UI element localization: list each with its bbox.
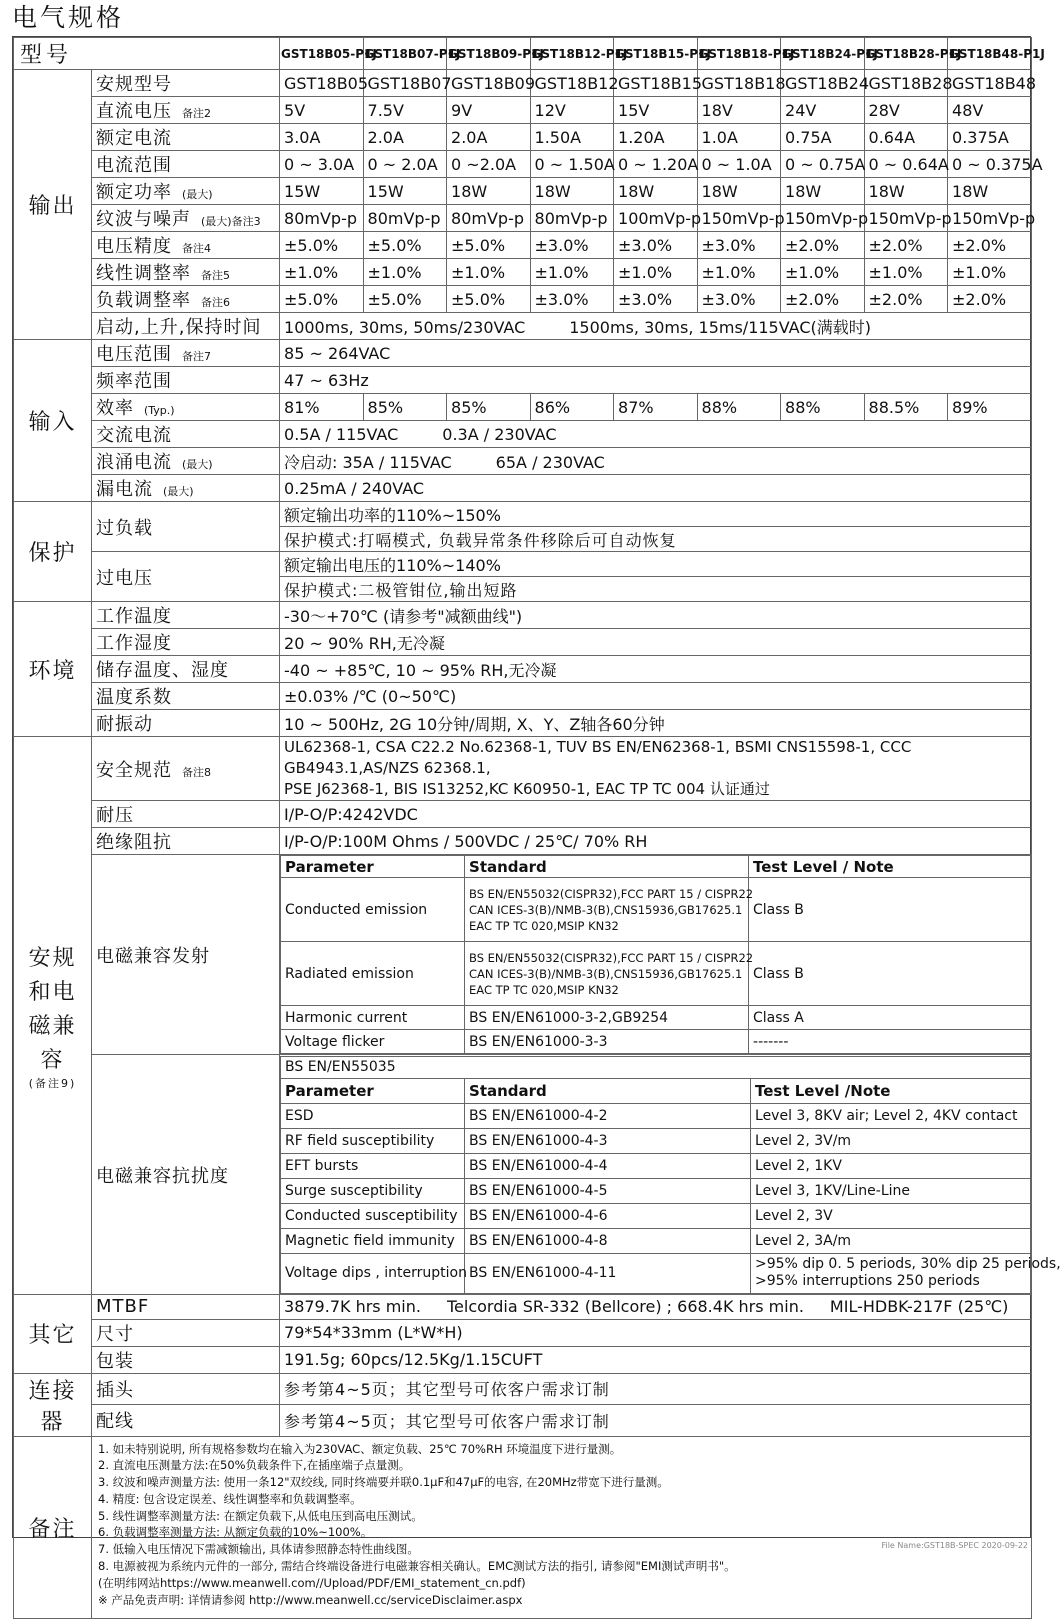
efficiency-value: 85% bbox=[363, 394, 447, 421]
immunity-param: Voltage dips , interruption bbox=[281, 1253, 465, 1293]
output-value: 1.20A bbox=[614, 124, 698, 151]
environment-label bbox=[92, 656, 280, 683]
emission-level: Class B bbox=[749, 878, 1031, 942]
output-value: ±1.0% bbox=[530, 259, 614, 286]
output-value: GST18B09 bbox=[447, 70, 531, 97]
page-title: 电气规格 bbox=[12, 3, 125, 32]
input-eff-label-text: 效率 bbox=[96, 398, 134, 419]
immunity-param: Conducted susceptibility bbox=[281, 1203, 465, 1228]
safety-std-line2: PSE J62368-1, BIS IS13252,KC K60950-1, EAC TP TC 004 认证通过 bbox=[284, 780, 770, 798]
output-value: 80mVp-p bbox=[530, 205, 614, 232]
input-voltage-label-text: 电压范围 bbox=[96, 344, 172, 365]
immunity-standard-title: BS EN/EN55035 bbox=[281, 1056, 1031, 1078]
category-others: 其它 bbox=[14, 1295, 92, 1374]
output-value: GST18B48 bbox=[948, 70, 1032, 97]
emission-param: Conducted emission bbox=[281, 878, 465, 942]
input-inrush-value bbox=[280, 448, 1032, 475]
immunity-param: RF field susceptibility bbox=[281, 1128, 465, 1153]
pack-value: 191.5g; 60pcs/12.5Kg/1.15CUFT bbox=[280, 1346, 1032, 1373]
safety-standard-label bbox=[92, 737, 280, 801]
output-value: 18W bbox=[447, 178, 531, 205]
emission-head: Standard bbox=[465, 856, 749, 878]
output-value: 0 ~ 2.0A bbox=[363, 151, 447, 178]
wire-value: 参考第4~5页；其它型号可依客户需求订制 bbox=[280, 1405, 1032, 1437]
model-header: GST18B05-P1J bbox=[280, 38, 364, 70]
startup-label bbox=[92, 313, 280, 340]
output-value: 15W bbox=[363, 178, 447, 205]
output-value: 0 ~2.0A bbox=[447, 151, 531, 178]
output-label-note: 备注6 bbox=[201, 296, 230, 309]
output-value: 2.0A bbox=[447, 124, 531, 151]
efficiency-value: 87% bbox=[614, 394, 698, 421]
output-value: 150mVp-p bbox=[948, 205, 1032, 232]
output-label-note: 备注4 bbox=[182, 242, 211, 255]
output-value: ±3.0% bbox=[614, 286, 698, 313]
overvoltage-label bbox=[92, 552, 280, 602]
model-header: GST18B24-P1J bbox=[781, 38, 865, 70]
immunity-standard: BS EN/EN61000-4-4 bbox=[465, 1153, 751, 1178]
environment-value: 10 ~ 500Hz, 2G 10分钟/周期, X、Y、Z轴各60分钟 bbox=[280, 710, 1032, 737]
output-value: ±2.0% bbox=[781, 232, 865, 259]
startup-value-230: 1000ms, 30ms, 50ms/230VAC bbox=[284, 317, 526, 337]
overload-label-text: 过负载 bbox=[96, 517, 153, 539]
environment-label bbox=[92, 602, 280, 629]
output-value: 150mVp-p bbox=[864, 205, 948, 232]
efficiency-value: 88.5% bbox=[864, 394, 948, 421]
immunity-label-text: 电磁兼容抗扰度 bbox=[96, 1165, 229, 1187]
withstand-label bbox=[92, 801, 280, 828]
output-value: ±5.0% bbox=[447, 286, 531, 313]
output-value: ±5.0% bbox=[363, 232, 447, 259]
output-value: ±5.0% bbox=[447, 232, 531, 259]
category-environment: 环境 bbox=[14, 602, 92, 737]
output-value: 2.0A bbox=[363, 124, 447, 151]
output-value: GST18B18 bbox=[697, 70, 781, 97]
footer-file-name: File Name:GST18B-SPEC 2020-09-22 bbox=[881, 1541, 1028, 1550]
output-value: GST18B05 bbox=[280, 70, 364, 97]
emission-std-line: BS EN/EN61000-3-2,GB9254 bbox=[469, 1009, 669, 1026]
category-notes: 备注 bbox=[14, 1436, 92, 1618]
output-value: 0 ~ 0.64A bbox=[864, 151, 948, 178]
output-value: GST18B24 bbox=[781, 70, 865, 97]
output-value: 3.0A bbox=[280, 124, 364, 151]
emission-param: Voltage flicker bbox=[281, 1030, 465, 1054]
output-label-text: 电压精度 bbox=[96, 236, 172, 257]
input-eff-label bbox=[92, 394, 280, 421]
environment-label bbox=[92, 710, 280, 737]
category-connector: 连接器 bbox=[14, 1373, 92, 1436]
model-header: GST18B28-P1J bbox=[864, 38, 948, 70]
output-value: 18V bbox=[697, 97, 781, 124]
environment-label-text: 储存温度、湿度 bbox=[96, 660, 229, 681]
output-label bbox=[92, 124, 280, 151]
output-value: GST18B28 bbox=[864, 70, 948, 97]
emission-param: Radiated emission bbox=[281, 942, 465, 1006]
input-inrush-label-note: (最大) bbox=[182, 458, 213, 471]
output-label bbox=[92, 178, 280, 205]
startup-value bbox=[280, 313, 1032, 340]
output-value: 18W bbox=[614, 178, 698, 205]
immunity-standard: BS EN/EN61000-4-5 bbox=[465, 1178, 751, 1203]
input-leak-label-note: (最大) bbox=[163, 485, 194, 498]
output-value: 7.5V bbox=[363, 97, 447, 124]
output-value: 0 ~ 3.0A bbox=[280, 151, 364, 178]
output-label-note: (最大)备注3 bbox=[201, 215, 261, 228]
output-value: ±3.0% bbox=[697, 232, 781, 259]
output-value: ±3.0% bbox=[530, 232, 614, 259]
immunity-level bbox=[751, 1253, 1061, 1293]
output-label-text: 负载调整率 bbox=[96, 290, 191, 311]
note-line: ※ 产品免责声明: 详情请参阅 http://www.meanwell.cc/serviceDisclaimer.aspx bbox=[98, 1592, 523, 1607]
output-value: 5V bbox=[280, 97, 364, 124]
output-value: 150mVp-p bbox=[697, 205, 781, 232]
pack-label-text: 包装 bbox=[96, 1350, 134, 1372]
immunity-level bbox=[751, 1153, 1031, 1178]
environment-label-text: 耐振动 bbox=[96, 714, 153, 735]
efficiency-value: 81% bbox=[280, 394, 364, 421]
output-value: 9V bbox=[447, 97, 531, 124]
note-line: 2. 直流电压测量方法:在50%负载条件下,在插座端子点量测。 bbox=[98, 1458, 411, 1473]
immunity-level-line: Level 2, 3V/m bbox=[755, 1132, 852, 1149]
environment-label-text: 工作湿度 bbox=[96, 633, 172, 654]
environment-value: -30～+70℃ (请参考"减额曲线") bbox=[280, 602, 1032, 629]
emission-head: Parameter bbox=[281, 856, 465, 878]
emission-block bbox=[280, 855, 1032, 1055]
output-value: 18W bbox=[697, 178, 781, 205]
output-label-note: (最大) bbox=[182, 188, 213, 201]
output-value: 0.64A bbox=[864, 124, 948, 151]
immunity-label bbox=[92, 1055, 280, 1295]
emission-standard bbox=[465, 878, 754, 942]
mtbf-label-text: MTBF bbox=[96, 1296, 150, 1318]
immunity-block bbox=[280, 1055, 1061, 1295]
emission-std-line: BS EN/EN55032(CISPR32),FCC PART 15 / CISPR22 bbox=[469, 886, 754, 901]
inrush-230: 65A / 230VAC bbox=[495, 452, 605, 472]
output-value: 80mVp-p bbox=[280, 205, 364, 232]
output-value: 12V bbox=[530, 97, 614, 124]
note-line: 1. 如未特别说明, 所有规格参数均在输入为230VAC、额定负载、25℃ 70%RH 环境温度下进行量测。 bbox=[98, 1441, 622, 1456]
output-value: ±2.0% bbox=[948, 286, 1032, 313]
input-leak-label bbox=[92, 475, 280, 502]
input-freq-label-text: 频率范围 bbox=[96, 371, 172, 392]
immunity-level bbox=[751, 1203, 1031, 1228]
output-value: 24V bbox=[781, 97, 865, 124]
output-value: ±5.0% bbox=[280, 232, 364, 259]
emission-std-line: CAN ICES-3(B)/NMB-3(B),CNS15936,GB17625.1 bbox=[469, 966, 743, 981]
output-value: 18W bbox=[530, 178, 614, 205]
size-label bbox=[92, 1319, 280, 1346]
output-label-text: 线性调整率 bbox=[96, 263, 191, 284]
emission-std-line: EAC TP TC 020,MSIP KN32 bbox=[469, 918, 619, 933]
note-line: 8. 电源被视为系统内元件的一部分, 需结合终端设备进行电磁兼容相关确认。EMC测试方法的指引, 请参阅"EMI测试声明书"。 bbox=[98, 1559, 736, 1574]
size-label-text: 尺寸 bbox=[96, 1323, 134, 1345]
emission-level: Class A bbox=[749, 1006, 1031, 1030]
output-label bbox=[92, 151, 280, 178]
output-value: 28V bbox=[864, 97, 948, 124]
emission-label-text: 电磁兼容发射 bbox=[96, 945, 210, 967]
immunity-standard: BS EN/EN61000-4-11 bbox=[465, 1253, 751, 1293]
output-value: ±1.0% bbox=[781, 259, 865, 286]
output-value: 1.0A bbox=[697, 124, 781, 151]
category-protection: 保护 bbox=[14, 502, 92, 602]
environment-value: 20 ~ 90% RH,无冷凝 bbox=[280, 629, 1032, 656]
immunity-level bbox=[751, 1128, 1031, 1153]
ac-115: 0.5A / 115VAC bbox=[284, 424, 399, 444]
output-value: 0 ~ 1.20A bbox=[614, 151, 698, 178]
ac-230: 0.3A / 230VAC bbox=[442, 424, 557, 444]
emission-standard bbox=[465, 1030, 749, 1054]
output-value: ±3.0% bbox=[697, 286, 781, 313]
environment-value: ±0.03% /℃ (0~50℃) bbox=[280, 683, 1032, 710]
input-eff-label-note: (Typ.) bbox=[144, 404, 175, 417]
category-safety-emc-text: 安规和电磁兼容 bbox=[28, 945, 77, 1073]
output-value: GST18B15 bbox=[614, 70, 698, 97]
input-freq-value: 47 ~ 63Hz bbox=[280, 367, 1032, 394]
input-voltage-label-note: 备注7 bbox=[182, 350, 211, 363]
emission-level: Class B bbox=[749, 942, 1031, 1006]
immunity-level bbox=[751, 1178, 1031, 1203]
notes-block bbox=[92, 1436, 1032, 1618]
isolation-label bbox=[92, 828, 280, 855]
input-leak-label-text: 漏电流 bbox=[96, 479, 153, 500]
output-value: 1.50A bbox=[530, 124, 614, 151]
model-header: GST18B48-P1J bbox=[948, 38, 1032, 70]
output-value: ±1.0% bbox=[948, 259, 1032, 286]
output-label-text: 电流范围 bbox=[96, 155, 172, 176]
immunity-head: Parameter bbox=[281, 1078, 465, 1103]
environment-label bbox=[92, 683, 280, 710]
output-value: 80mVp-p bbox=[447, 205, 531, 232]
emission-std-line: EAC TP TC 020,MSIP KN32 bbox=[469, 982, 619, 997]
model-header: GST18B18-P1J bbox=[697, 38, 781, 70]
model-header: GST18B07-P1J bbox=[363, 38, 447, 70]
output-value: ±2.0% bbox=[781, 286, 865, 313]
output-value: ±2.0% bbox=[864, 286, 948, 313]
output-label bbox=[92, 97, 280, 124]
safety-standard-label-text: 安全规范 bbox=[96, 759, 172, 781]
withstand-value: I/P-O/P:4242VDC bbox=[280, 801, 1032, 828]
plug-value: 参考第4~5页；其它型号可依客户需求订制 bbox=[280, 1373, 1032, 1405]
output-label-note: 备注5 bbox=[201, 269, 230, 282]
output-value: 18W bbox=[781, 178, 865, 205]
size-value: 79*54*33mm (L*W*H) bbox=[280, 1319, 1032, 1346]
note-line: 6. 负载调整率测量方法: 从额定负载的10%~100%。 bbox=[98, 1525, 373, 1540]
immunity-param: Surge susceptibility bbox=[281, 1178, 465, 1203]
emission-standard bbox=[465, 1006, 749, 1030]
output-value: ±1.0% bbox=[280, 259, 364, 286]
output-value: ±1.0% bbox=[363, 259, 447, 286]
output-value: ±5.0% bbox=[280, 286, 364, 313]
mtbf-b: Telcordia SR-332 (Bellcore) ; 668.4K hrs min. bbox=[446, 1297, 804, 1317]
input-leak-value: 0.25mA / 240VAC bbox=[280, 475, 1032, 502]
input-ac-value bbox=[280, 421, 1032, 448]
output-value: ±2.0% bbox=[948, 232, 1032, 259]
output-value: GST18B12 bbox=[530, 70, 614, 97]
output-label-text: 安规型号 bbox=[96, 74, 172, 95]
output-value: ±1.0% bbox=[697, 259, 781, 286]
immunity-standard: BS EN/EN61000-4-3 bbox=[465, 1128, 751, 1153]
input-voltage-label bbox=[92, 340, 280, 367]
output-value: 18W bbox=[948, 178, 1032, 205]
output-value: 18W bbox=[864, 178, 948, 205]
output-value: 15W bbox=[280, 178, 364, 205]
wire-label-text: 配线 bbox=[96, 1411, 134, 1433]
efficiency-value: 86% bbox=[530, 394, 614, 421]
output-value: 150mVp-p bbox=[781, 205, 865, 232]
startup-label-text: 启动,上升,保持时间 bbox=[96, 317, 262, 338]
output-value: ±5.0% bbox=[363, 286, 447, 313]
output-value: 100mVp-p bbox=[614, 205, 698, 232]
category-safety-emc bbox=[14, 737, 92, 1295]
emission-head: Test Level / Note bbox=[749, 856, 1031, 878]
environment-label-text: 工作温度 bbox=[96, 606, 172, 627]
safety-standard-value bbox=[280, 737, 1032, 801]
isolation-value: I/P-O/P:100M Ohms / 500VDC / 25℃/ 70% RH bbox=[280, 828, 1032, 855]
output-label-text: 直流电压 bbox=[96, 101, 172, 122]
input-freq-label bbox=[92, 367, 280, 394]
immunity-standard: BS EN/EN61000-4-2 bbox=[465, 1103, 751, 1128]
immunity-level-line: Level 2, 3V bbox=[755, 1207, 833, 1224]
efficiency-value: 85% bbox=[447, 394, 531, 421]
immunity-level bbox=[751, 1228, 1031, 1253]
environment-value: -40 ~ +85℃, 10 ~ 95% RH,无冷凝 bbox=[280, 656, 1032, 683]
output-value: ±1.0% bbox=[447, 259, 531, 286]
emission-label bbox=[92, 855, 280, 1055]
output-value: 48V bbox=[948, 97, 1032, 124]
output-label-note: 备注2 bbox=[182, 107, 211, 120]
environment-label-text: 温度系数 bbox=[96, 687, 172, 708]
input-ac-label-text: 交流电流 bbox=[96, 425, 172, 446]
safety-standard-label-note: 备注8 bbox=[182, 765, 211, 779]
pack-label bbox=[92, 1346, 280, 1373]
immunity-level bbox=[751, 1103, 1031, 1128]
mtbf-value bbox=[280, 1295, 1032, 1320]
note-line: 5. 线性调整率测量方法: 在额定负载下,从低电压到高电压测试。 bbox=[98, 1508, 423, 1523]
output-label bbox=[92, 232, 280, 259]
model-header: GST18B15-P1J bbox=[614, 38, 698, 70]
overload-line1: 额定输出功率的110%~150% bbox=[280, 502, 1032, 527]
overvoltage-line2: 保护模式:二极管钳位,输出短路 bbox=[280, 577, 1032, 602]
category-output: 输出 bbox=[14, 70, 92, 340]
output-label-text: 额定电流 bbox=[96, 128, 172, 149]
immunity-level-line: Level 2, 3A/m bbox=[755, 1232, 852, 1249]
note-line: 4. 精度: 包含设定误差、线性调整率和负载调整率。 bbox=[98, 1491, 362, 1506]
output-value: 15V bbox=[614, 97, 698, 124]
overload-label bbox=[92, 502, 280, 552]
wire-label bbox=[92, 1405, 280, 1437]
output-value: 0 ~ 0.75A bbox=[781, 151, 865, 178]
output-value: ±3.0% bbox=[614, 232, 698, 259]
output-value: GST18B07 bbox=[363, 70, 447, 97]
immunity-level-line: Level 3, 8KV air; Level 2, 4KV contact bbox=[755, 1107, 1018, 1124]
immunity-standard: BS EN/EN61000-4-6 bbox=[465, 1203, 751, 1228]
plug-label bbox=[92, 1373, 280, 1405]
spec-table bbox=[13, 37, 1061, 1619]
output-value: ±1.0% bbox=[614, 259, 698, 286]
safety-std-line1: UL62368-1, CSA C22.2 No.62368-1, TUV BS EN/EN62368-1, BSMI CNS15598-1, CCC GB4943.1,AS/NZS 62368.1, bbox=[284, 738, 912, 777]
category-input: 输入 bbox=[14, 340, 92, 502]
output-value: ±2.0% bbox=[864, 232, 948, 259]
startup-value-115: 1500ms, 30ms, 15ms/115VAC(满载时) bbox=[569, 317, 871, 337]
output-value: 0.75A bbox=[781, 124, 865, 151]
immunity-standard: BS EN/EN61000-4-8 bbox=[465, 1228, 751, 1253]
output-value: 0 ~ 1.50A bbox=[530, 151, 614, 178]
category-safety-emc-note: (备注9) bbox=[28, 1076, 77, 1090]
output-label bbox=[92, 259, 280, 286]
input-ac-label bbox=[92, 421, 280, 448]
emission-standard bbox=[465, 942, 754, 1006]
output-label bbox=[92, 70, 280, 97]
output-label bbox=[92, 205, 280, 232]
emission-std-line: BS EN/EN55032(CISPR32),FCC PART 15 / CISPR22 bbox=[469, 950, 754, 965]
immunity-head: Standard bbox=[465, 1078, 751, 1103]
emission-level: ------- bbox=[749, 1030, 1031, 1054]
mtbf-a: 3879.7K hrs min. bbox=[284, 1297, 421, 1317]
output-label-text: 额定功率 bbox=[96, 182, 172, 203]
overvoltage-line1: 额定输出电压的110%~140% bbox=[280, 552, 1032, 577]
emission-std-line: CAN ICES-3(B)/NMB-3(B),CNS15936,GB17625.1 bbox=[469, 902, 743, 917]
immunity-head: Test Level /Note bbox=[751, 1078, 1031, 1103]
immunity-param: EFT bursts bbox=[281, 1153, 465, 1178]
immunity-level-line: Level 2, 1KV bbox=[755, 1157, 842, 1174]
input-voltage-value: 85 ~ 264VAC bbox=[280, 340, 1032, 367]
output-value: 80mVp-p bbox=[363, 205, 447, 232]
immunity-param: ESD bbox=[281, 1103, 465, 1128]
mtbf-label bbox=[92, 1295, 280, 1320]
emission-param: Harmonic current bbox=[281, 1006, 465, 1030]
environment-label bbox=[92, 629, 280, 656]
emission-table bbox=[280, 855, 1031, 1054]
input-inrush-label-text: 浪涌电流 bbox=[96, 452, 172, 473]
immunity-level-line: >95% interruptions 250 periods bbox=[755, 1273, 980, 1289]
output-value: 0 ~ 0.375A bbox=[948, 151, 1032, 178]
efficiency-value: 89% bbox=[948, 394, 1032, 421]
model-header: GST18B09-P1J bbox=[447, 38, 531, 70]
immunity-table bbox=[280, 1056, 1061, 1294]
output-value: 0.375A bbox=[948, 124, 1032, 151]
output-value: ±3.0% bbox=[530, 286, 614, 313]
output-value: ±1.0% bbox=[864, 259, 948, 286]
note-line: (在明纬网站https://www.meanwell.com//Upload/PDF/EMI_statement_cn.pdf) bbox=[98, 1575, 526, 1590]
inrush-115: 冷启动: 35A / 115VAC bbox=[284, 452, 452, 472]
plug-label-text: 插头 bbox=[96, 1379, 134, 1401]
emission-std-line: BS EN/EN61000-3-3 bbox=[469, 1033, 608, 1050]
immunity-level-line: Level 3, 1KV/Line-Line bbox=[755, 1182, 911, 1199]
mtbf-c: MIL-HDBK-217F (25℃) bbox=[829, 1297, 1009, 1317]
overload-line2: 保护模式:打嗝模式, 负载异常条件移除后可自动恢复 bbox=[280, 527, 1032, 552]
output-label-text: 纹波与噪声 bbox=[96, 209, 191, 230]
isolation-label-text: 绝缘阻抗 bbox=[96, 832, 172, 853]
note-line: 3. 纹波和噪声测量方法: 使用一条12"双绞线, 同时终端要并联0.1μF和47μF的电容, 在20MHz带宽下进行量测。 bbox=[98, 1475, 669, 1490]
withstand-label-text: 耐压 bbox=[96, 805, 134, 826]
immunity-level-line: >95% dip 0. 5 periods, 30% dip 25 periods, bbox=[755, 1256, 1061, 1272]
immunity-param: Magnetic field immunity bbox=[281, 1228, 465, 1253]
input-inrush-label bbox=[92, 448, 280, 475]
model-header: GST18B12-P1J bbox=[530, 38, 614, 70]
efficiency-value: 88% bbox=[781, 394, 865, 421]
output-label bbox=[92, 286, 280, 313]
model-label: 型号 bbox=[14, 38, 280, 70]
output-value: 0 ~ 1.0A bbox=[697, 151, 781, 178]
overvoltage-label-text: 过电压 bbox=[96, 567, 153, 589]
note-line: 7. 低输入电压情况下需减额输出, 具体请参照静态特性曲线图。 bbox=[98, 1542, 419, 1557]
efficiency-value: 88% bbox=[697, 394, 781, 421]
